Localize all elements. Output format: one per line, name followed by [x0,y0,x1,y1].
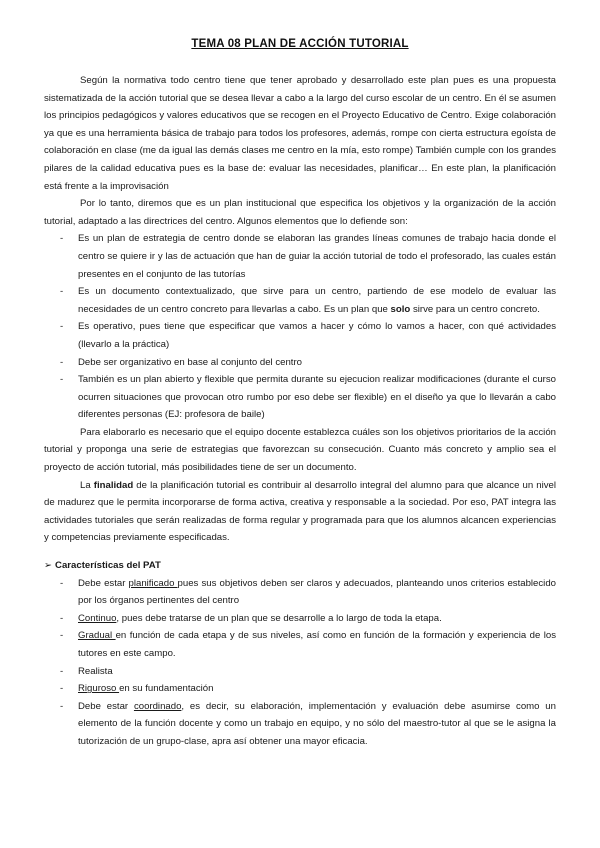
list-item [44,680,556,698]
item-key-term: planificado [128,577,178,589]
list-item-text: También es un plan abierto y flexible que permita durante su ejecucion realizar modificaciones (durante el curso ocurren situaciones que provocan otro rumbo por eso debe ser flexible) en el diseño ya que lo llevarán a cabo diferentes personas (EJ: profesora de baile) [78,374,556,421]
finalidad-text: de la planificación tutorial es contribuir al desarrollo integral del alumno para que alcance un nivel de madurez que le permita incorporarse de forma activa, creativa y responsable a la sociedad. Por eso, PAT integra las actividades tutoriales que serán realizadas de forma regular y programada para que los alumnos alcancen experiencias y competencias previamente especificadas. [44,479,556,544]
document-title: TEMA 08 PLAN DE ACCIÓN TUTORIAL [191,38,409,50]
list-item-text: Es un documento contextualizado, que sirve para un centro, partiendo de ese modelo de evaluar las necesidades de un centro concreto para llevarlas a cabo. Es un plan que [78,286,556,315]
list-item [44,318,556,353]
item-lead: Debe estar [78,577,129,589]
emphasis-finalidad: finalidad [93,479,134,491]
list-item-text: Es un plan de estrategia de centro donde se elaboran las grandes líneas comunes de trabajo hacia donde el centro se quiere ir y las de actuación que han de guiar la acción tutorial de todo el profesorado, las cuales están presentes en el conjunto de las tutorías [78,233,556,280]
finalidad-lead: La [80,479,94,491]
item-rest: , es decir, su elaboración, implementación y evaluación debe asumirse como un elemento de la función docente y como un trabajo en equipo, y no sólo del maestro-tutor al que se le asigna la tutorización de un grupo-clase, apra así obtener una mayor eficacia. [78,700,556,747]
dash-bullet: - [60,286,64,298]
list-item-text-end: sirve para un centro concreto. [410,303,540,315]
item-key-term: coordinado [133,700,182,712]
list-item [44,627,556,662]
list-item [44,371,556,424]
item-rest: en función de cada etapa y de sus niveles, así como en función de la formación y experiencia de los tutores en este campo. [78,630,556,659]
dash-bullet: - [60,630,64,642]
dash-bullet: - [60,700,64,712]
emphasis-solo: solo [390,303,411,315]
section-heading-text: Características del PAT [55,560,161,572]
characteristics-list [44,575,556,751]
dash-bullet: - [60,612,64,624]
intro-paragraph: Según la normativa todo centro tiene que tener aprobado y desarrollado este plan pues es una propuesta sistematizada de la acción tutorial que se desea llevar a cabo a la largo del curso escolar de un centro. En él se asumen los principios pedagógicos y valores educativos que se recogen en el Proyecto Educativo de Centro. Exige colaboración ya que es una herramienta básica de trabajo para todos los profesores, además, rompe con cierta estructura egoísta de colaboración en clase (me da igual las demás clases me centro en la mía, esto rompe) También cumple con los grandes pilares de la calidad educativa pues es la base de: evaluar las necesidades, planificar… En este plan, la planificación está frente a la improvisación [44,75,556,192]
list-item [44,230,556,283]
list-item-text: Es operativo, pues tiene que especificar que vamos a hacer y cómo lo vamos a hacer, con qué actividades (llevarlo a la práctica) [78,321,556,350]
item-key-term: Riguroso [78,683,120,695]
list-item [44,575,556,610]
dash-bullet: - [60,665,64,677]
item-rest: pues sus objetivos deben ser claros y adecuados, planteando unos criterios establecido por los órganos pertinentes del centro [78,577,556,607]
section-heading [44,557,556,575]
list-item [44,698,556,751]
item-key-term: Continuo [78,612,117,624]
dash-bullet: - [60,683,64,695]
item-key-term: Gradual [78,630,116,642]
list-item [44,610,556,628]
elements-list [44,230,556,424]
item-lead: Debe estar [78,700,134,712]
arrow-bullet-icon: ➢ [44,560,53,572]
dash-bullet: - [60,233,64,245]
item-rest: , pues debe tratarse de un plan que se desarrolle a lo largo de toda la etapa. [116,612,442,624]
paragraph-elaborarlo: Para elaborarlo es necesario que el equipo docente establezca cuáles son los objetivos prioritarios de la acción tutorial y proponga una serie de estrategias que favorezcan su consecución. Cuanto más concreto y amplio sea el proyecto de acción tutorial, más posibilidades tiene de ser un documento. [44,426,556,474]
item-lead: Realista [78,665,113,677]
list-item-text: Debe ser organizativo en base al conjunto del centro [78,356,302,368]
list-item [44,283,556,318]
item-rest: en su fundamentación [119,683,214,695]
dash-bullet: - [60,374,64,386]
list-item [44,354,556,372]
dash-bullet: - [60,321,64,333]
paragraph-finalidad [44,477,556,547]
paragraph-plan-institucional: Por lo tanto, diremos que es un plan institucional que especifica los objetivos y la organización de la acción tutorial, adaptado a las directrices del centro. Algunos elementos que lo defiende son: [44,198,556,227]
dash-bullet: - [60,577,64,589]
list-item [44,663,556,681]
dash-bullet: - [60,356,64,368]
